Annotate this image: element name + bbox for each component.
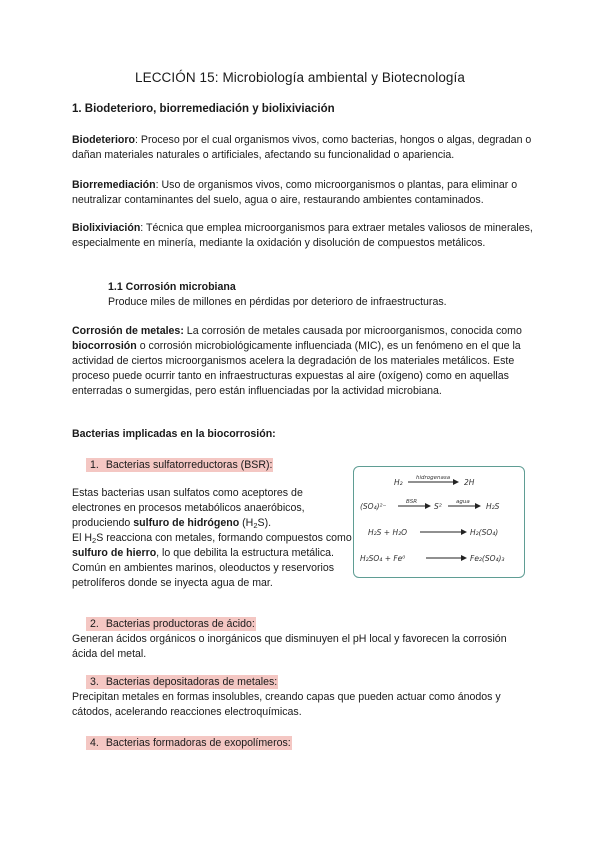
term-biodeterioro: Biodeterioro: [72, 134, 135, 146]
reaction3-left: H₂S + H₂O: [368, 528, 408, 537]
reaction-diagram: [353, 466, 525, 578]
page-title: LECCIÓN 15: Microbiología ambiental y Biotecnología: [134, 70, 466, 85]
reaction1-right: 2H: [464, 478, 475, 487]
corrosion-paragraph: Corrosión de metales: La corrosión de metales causada por microorganismos, conocida como biocorrosión o corrosión microbiológicamente influenciada (MIC), es un fenómeno en el que la actividad de ciertos microorganismos acelera la degradación de los materiales metálicos. Este proceso puede ocurrir tanto en infraestructuras expuestas al aire (oxígeno) como en aquellas enterradas o sumergidas, pero están influenciadas por la actividad microbiana.: [72, 325, 522, 397]
reaction4-right: Fe₂(SO₄)₃: [470, 554, 505, 563]
definition-biolixiviacion: Biolixiviación: Técnica que emplea microorganismos para extraer metales valiosos de minerales, especialmente en minería, mediante la oxidación y disolución de compuestos metálicos.: [72, 222, 533, 249]
bacteria-item-1: 1. Bacterias sulfatorreductoras (BSR):: [86, 458, 273, 473]
metal-bacteria-text: Precipitan metales en formas insolubles, creando capas que pueden actuar como ánodos y cátodos, acelerando reacciones electroquímicas.: [72, 691, 501, 718]
corrosion-term: Corrosión de metales:: [72, 325, 184, 337]
reaction2-mid: S²: [434, 502, 442, 511]
subsection-text: Produce miles de millones en pérdidas por deterioro de infraestructuras.: [108, 296, 447, 308]
reaction2-label1: BSR: [406, 499, 418, 505]
term-biolixiviacion: Biolixiviación: [72, 222, 141, 234]
reaction2-right: H₂S: [486, 502, 500, 511]
reaction2-left: (SO₄)²⁻: [360, 502, 387, 511]
definition-biodeterioro: Biodeterioro: Proceso por el cual organismos vivos, como bacterias, hongos o algas, degradan o dañan materiales naturales o artificiales, afectando su funcionalidad o apariencia.: [72, 134, 532, 161]
bacteria-item-3: 3. Bacterias depositadoras de metales:: [86, 675, 278, 690]
bacteria-heading: Bacterias implicadas en la biocorrosión:: [72, 428, 276, 440]
reaction1-enzyme: hidrogenasa: [416, 475, 451, 481]
definition-biorremediacion: Biorremediación: Uso de organismos vivos, como microorganismos o plantas, para eliminar o neutralizar contaminantes del suelo, agua o aire, restaurando ambientes contaminados.: [72, 179, 518, 206]
bacteria-item-4: 4. Bacterias formadoras de exopolímeros:: [86, 736, 292, 751]
term-biorremediacion: Biorremediación: [72, 179, 156, 191]
reaction3-right: H₂(SO₄): [470, 528, 499, 537]
bsr-description: Estas bacterias usan sulfatos como aceptores de electrones en procesos metabólicos anaeróbicos, produciendo sulfuro de hidrógeno $(H_2S)$. El $H_2S$ reacciona con metales, formando compuestos como sulfuro de hierro, lo que debilita la estructura metálica. Común en ambientes marinos, oleoductos y reservorios petrolíferos donde se inyecta agua de mar.: [72, 487, 352, 589]
reaction2-label2: agua: [456, 499, 470, 505]
reaction1-left: H₂: [394, 478, 403, 487]
reaction4-left: H₂SO₄ + Fe⁰: [360, 554, 406, 563]
section-heading-1: 1. Biodeterioro, biorremediación y biolixiviación: [72, 103, 335, 115]
bacteria-item-2: 2. Bacterias productoras de ácido:: [86, 617, 256, 632]
subsection-heading: 1.1 Corrosión microbiana: [108, 281, 236, 293]
acid-bacteria-text: Generan ácidos orgánicos o inorgánicos que disminuyen el pH local y favorecen la corrosión ácida del metal.: [72, 633, 507, 660]
